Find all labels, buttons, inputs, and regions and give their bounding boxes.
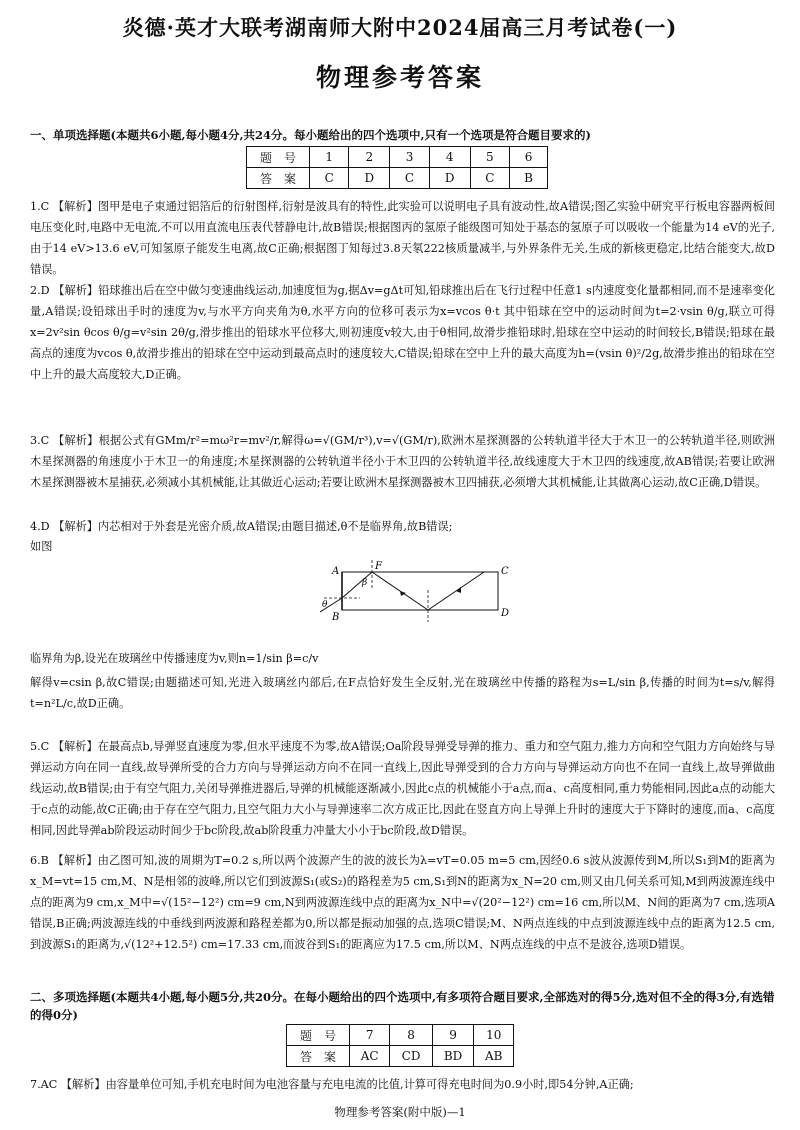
table-cell: 3 [390,147,429,168]
table-cell: D [349,168,390,189]
table-header-cell: 答 案 [287,1046,350,1067]
page-footer: 物理参考答案(附中版)—1 [334,1105,466,1119]
answer-q7: 7.AC 【解析】由容量单位可知,手机充电时间为电池容量与充电电流的比值,计算可得充电时间为0.9小时,即54分钟,A正确; [30,1078,634,1091]
section-2-heading: 二、多项选择题(本题共4小题,每小题5分,共20分。在每小题给出的四个选项中,有多项符合题目要求,全部选对的得5分,选对但不全的得3分,有选错的得0分) [30,990,775,1022]
label-beta: β [362,578,368,588]
answer-q3: 3.C 【解析】根据公式有GMm/r²=mω²r=mv²/r,解得ω=√(GM/r³),v=√(GM/r),欧洲木星探测器的公转轨道半径大于木卫一的公转轨道半径,则欧洲木星探测器的角速度小于木卫一的角速度;木星探测器的公转轨道半径小于木卫四的公转轨道半径,故线速度大于木卫四的线速度,故AB错误;若要让欧洲木星探测器被木星捕获,必须减小其机械能,让其做近心运动;若要让欧洲木星探测器被木卫四捕获,必须增大其机械能,让其做离心运动,故C正确,D错误。 [30,434,775,489]
table-cell: 6 [510,147,548,168]
table-cell: 7 [350,1025,390,1046]
table-cell: 9 [432,1025,474,1046]
table-cell: C [310,168,349,189]
table-header-cell: 答 案 [247,168,310,189]
table-cell: D [429,168,470,189]
optical-fiber-diagram [320,560,510,640]
table-cell: AB [474,1046,514,1067]
answer-q4-critical-angle: 临界角为β,设光在玻璃丝中传播速度为v,则n=1/sin β=c/v [30,652,319,665]
ray-arrow-icon [400,591,406,596]
table-header-cell: 题 号 [287,1025,350,1046]
table-cell: 2 [349,147,390,168]
table-cell: 4 [429,147,470,168]
label-a: A [332,566,340,577]
table-cell: 8 [390,1025,432,1046]
label-f: F [375,561,382,572]
table-cell: C [470,168,509,189]
label-c: C [501,566,509,577]
label-theta: θ [322,600,328,610]
answer-q4-intro: 4.D 【解析】内芯相对于外套是光密介质,故A错误;由题目描述,θ不是临界角,故B错误; [30,520,453,533]
answer-q6: 6.B 【解析】由乙图可知,波的周期为T=0.2 s,所以两个波源产生的波的波长为λ=vT=0.05 m=5 cm,因经0.6 s波从波源传到M,所以S₁到M的距离为x_M=vt=15 cm,M、N是相邻的波峰,所以它们到波源S₁(或S₂)的路程差为5 cm,S₁到N的距离为x_N=20 cm,则又由几何关系可知,M到两波源连线中点的距离为9 cm,x_M中=√(15²−12²) cm=9 cm,N到两波源连线中点的距离为x_N中=√(20²−12²) cm=16 cm,所以M、N间的距离为7 cm,选项A错误,B正确;两波源连线的中垂线到两波源和路程差都为0,所以都是振动加强的点,选项C错误;M、N两点连线的中点到波源连线中点的距离为12.5 cm,到波源S₁的距离为,√(12²+12.5²) cm=17.33 cm,而波谷到S₁的距离应为17.5 cm,所以M、N两点连线的中点不是波谷,选项D错误。 [30,854,776,951]
table-cell: AC [350,1046,390,1067]
answer-q1: 1.C 【解析】图甲是电子束通过铝箔后的衍射图样,衍射是波具有的特性,此实验可以说明电子具有波动性,故A错误;图乙实验中研究平行板电容器两板间电压变化时,电路中无电流,不可以用直流电压表代替静电计,故B错误;根据图丙的氢原子能级图可知处于基态的氢原子可以吸收一个能量为14 eV的光子,由于14 eV>13.6 eV,可知氢原子能发生电离,故C正确;根据图丁知每过3.8天氡222核质量减半,与外界条件无关,生成的新核更稳定,比结合能变大,故D错误。 [30,200,775,276]
table-cell: 10 [474,1025,514,1046]
refracted-ray [342,572,372,598]
answer-table-1 [246,146,548,189]
table-cell: CD [390,1046,432,1067]
table-cell: BD [432,1046,474,1067]
answer-table-2 [286,1024,514,1067]
table-cell: 1 [310,147,349,168]
answer-q5: 5.C 【解析】在最高点b,导弹竖直速度为零,但水平速度不为零,故A错误;Oa阶段导弹受导弹的推力、重力和空气阻力,推力方向和空气阻力方向始终与导弹运动方向在同一直线,故导弹所受的合力方向与导弹运动方向不在同一直线上,因此导弹受到的合力方向与导弹运动方向也不在同一直线上,故导弹做曲线运动,故B错误;由于有空气阻力,关闭导弹推进器后,导弹的机械能逐渐减小,因此c点的机械能小于a点,而a、c高度相同,重力势能相同,因此a点的动能大于c点的动能,故C正确;由于存在空气阻力,且空气阻力大小与导弹速率二次方成正比,因此在竖直方向上导弹上升时的速度大于下降时的速度,而a、c高度相同,因此导弹ab阶段运动时间少于bc阶段,故ab阶段重力冲量大小小于bc阶段,故D错误。 [30,740,775,837]
exam-header: 炎德·英才大联考湖南师大附中2024届高三月考试卷(一) [122,15,678,40]
table-cell: B [510,168,548,189]
label-b: B [332,612,340,623]
table-header-cell: 题 号 [247,147,310,168]
answer-q2: 2.D 【解析】铅球推出后在空中做匀变速曲线运动,加速度恒为g,据Δv=gΔt可知,铅球推出后在飞行过程中任意1 s内速度变化量都相同,而不是速率变化量,A错误;设铅球出手时的速度为v,与水平方向夹角为θ,水平方向的位移可表示为x=vcos θ·t 其中铅球在空中的运动时间为t=2·vsin θ/g,联立可得x=2v²sin θcos θ/g=v²sin 2θ/g,滑步推出的铅球水平位移大,则初速度v较大,由于θ相同,故滑步推铅球时,铅球在空中运动的时间较长,B错误;铅球在最高点的速度为vcos θ,故滑步推出的铅球在空中运动到最高点时的速度较大,C错误;铅球在空中上升的最大高度为h=(vsin θ)²/2g,故滑步推出的铅球在空中上升的最大高度较大,D正确。 [30,284,775,381]
table-cell: C [390,168,429,189]
answer-q4-figure-caption: 如图 [30,540,53,553]
answer-q4-solution: 解得v=csin β,故C错误;由题描述可知,光进入玻璃丝内部后,在F点恰好发生全反射,光在玻璃丝中传播的路程为s=L/sin β,传播的时间为t=s/v,解得t=n²L/c,故D正确。 [30,676,775,710]
section-1-heading: 一、单项选择题(本题共6小题,每小题4分,共24分。每小题给出的四个选项中,只有一个选项是符合题目要求的) [30,128,591,142]
table-cell: 5 [470,147,509,168]
label-d: D [501,608,510,619]
page-title: 物理参考答案 [315,63,484,92]
